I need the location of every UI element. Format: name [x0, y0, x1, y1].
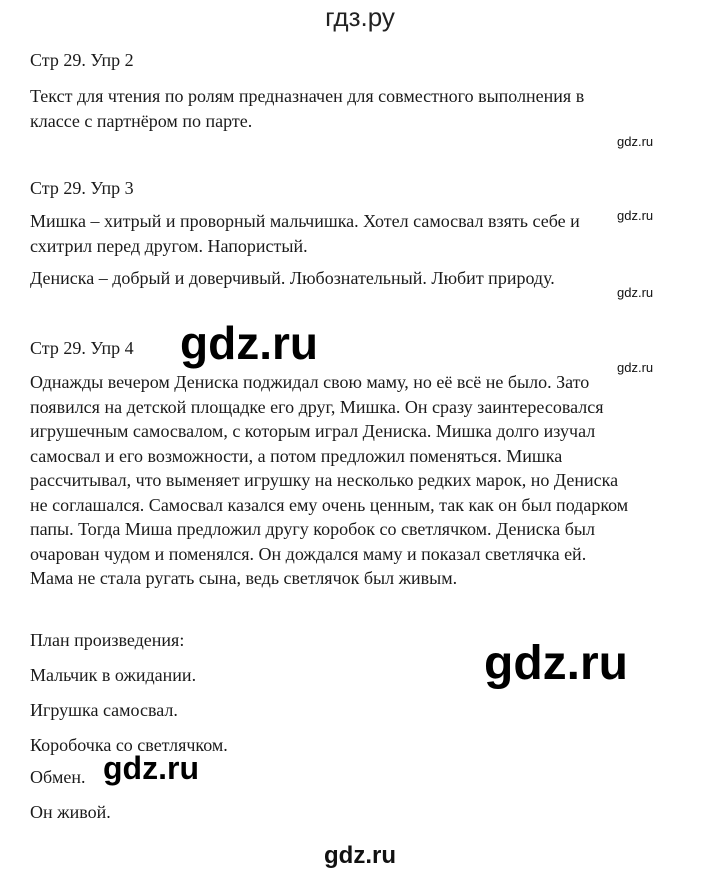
watermark-small: gdz.ru: [617, 285, 654, 300]
plan-item: Он живой.: [30, 802, 111, 822]
text-line: появился на детской площадке его друг, Мишка. Он сразу заинтересовался: [30, 396, 604, 417]
plan-item: Мальчик в ожидании.: [30, 665, 197, 685]
watermark-small: gdz.ru: [617, 360, 654, 375]
text-line: Текст для чтения по ролям предназначен для совместного выполнения в: [30, 86, 585, 106]
exercise-3-paragraph-2: Дениска – добрый и доверчивый. Любознательный. Любит природу.: [30, 268, 555, 288]
plan-item: Игрушка самосвал.: [30, 700, 178, 720]
exercise-2-heading: Стр 29. Упр 2: [30, 50, 134, 70]
text-line: очарован чудом и поменялся. Он дождался маму и показал светлячка ей.: [30, 543, 587, 564]
text-line: игрушечным самосвалом, с которым играл Дениска. Мишка долго изучал: [30, 421, 596, 441]
text-line: не соглашался. Самосвал казался ему очень ценным, так как он был подарком: [30, 494, 629, 515]
plan-item: Коробочка со светлячком.: [30, 735, 228, 755]
text-line: Мама не стала ругать сына, ведь светлячок был живым.: [30, 568, 458, 588]
text-line: классе с партнёром по парте.: [30, 110, 253, 131]
text-line: самосвал и его возможности, а потом предложил поменяться. Мишка: [30, 445, 563, 466]
exercise-4-heading: Стр 29. Упр 4: [30, 338, 134, 358]
watermark-large: gdz.ru: [484, 637, 628, 690]
exercise-3-heading: Стр 29. Упр 3: [30, 178, 134, 198]
exercise-2-text: [30, 84, 584, 133]
text-line: схитрил перед другом. Напористый.: [30, 235, 308, 256]
text-line: Мишка – хитрый и проворный мальчишка. Хотел самосвал взять себе и: [30, 211, 580, 231]
watermark-small: gdz.ru: [617, 134, 654, 149]
watermark-small: gdz.ru: [617, 208, 654, 223]
text-line: рассчитывал, что выменяет игрушку на несколько редких марок, но Дениска: [30, 470, 619, 490]
site-header: гдз.ру: [325, 2, 395, 32]
plan-title: План произведения:: [30, 630, 185, 650]
watermark-medium: gdz.ru: [103, 750, 199, 786]
watermark-large: gdz.ru: [180, 317, 318, 369]
exercise-3-paragraph-1: [30, 209, 580, 258]
exercise-4-text: [30, 370, 628, 591]
text-line: Однажды вечером Дениска поджидал свою маму, но её всё не было. Зато: [30, 372, 590, 392]
plan-item: Обмен.: [30, 767, 86, 787]
text-line: папы. Тогда Миша предложил другу коробок со светлячком. Дениска был: [30, 519, 595, 539]
footer-watermark: gdz.ru: [324, 842, 396, 869]
